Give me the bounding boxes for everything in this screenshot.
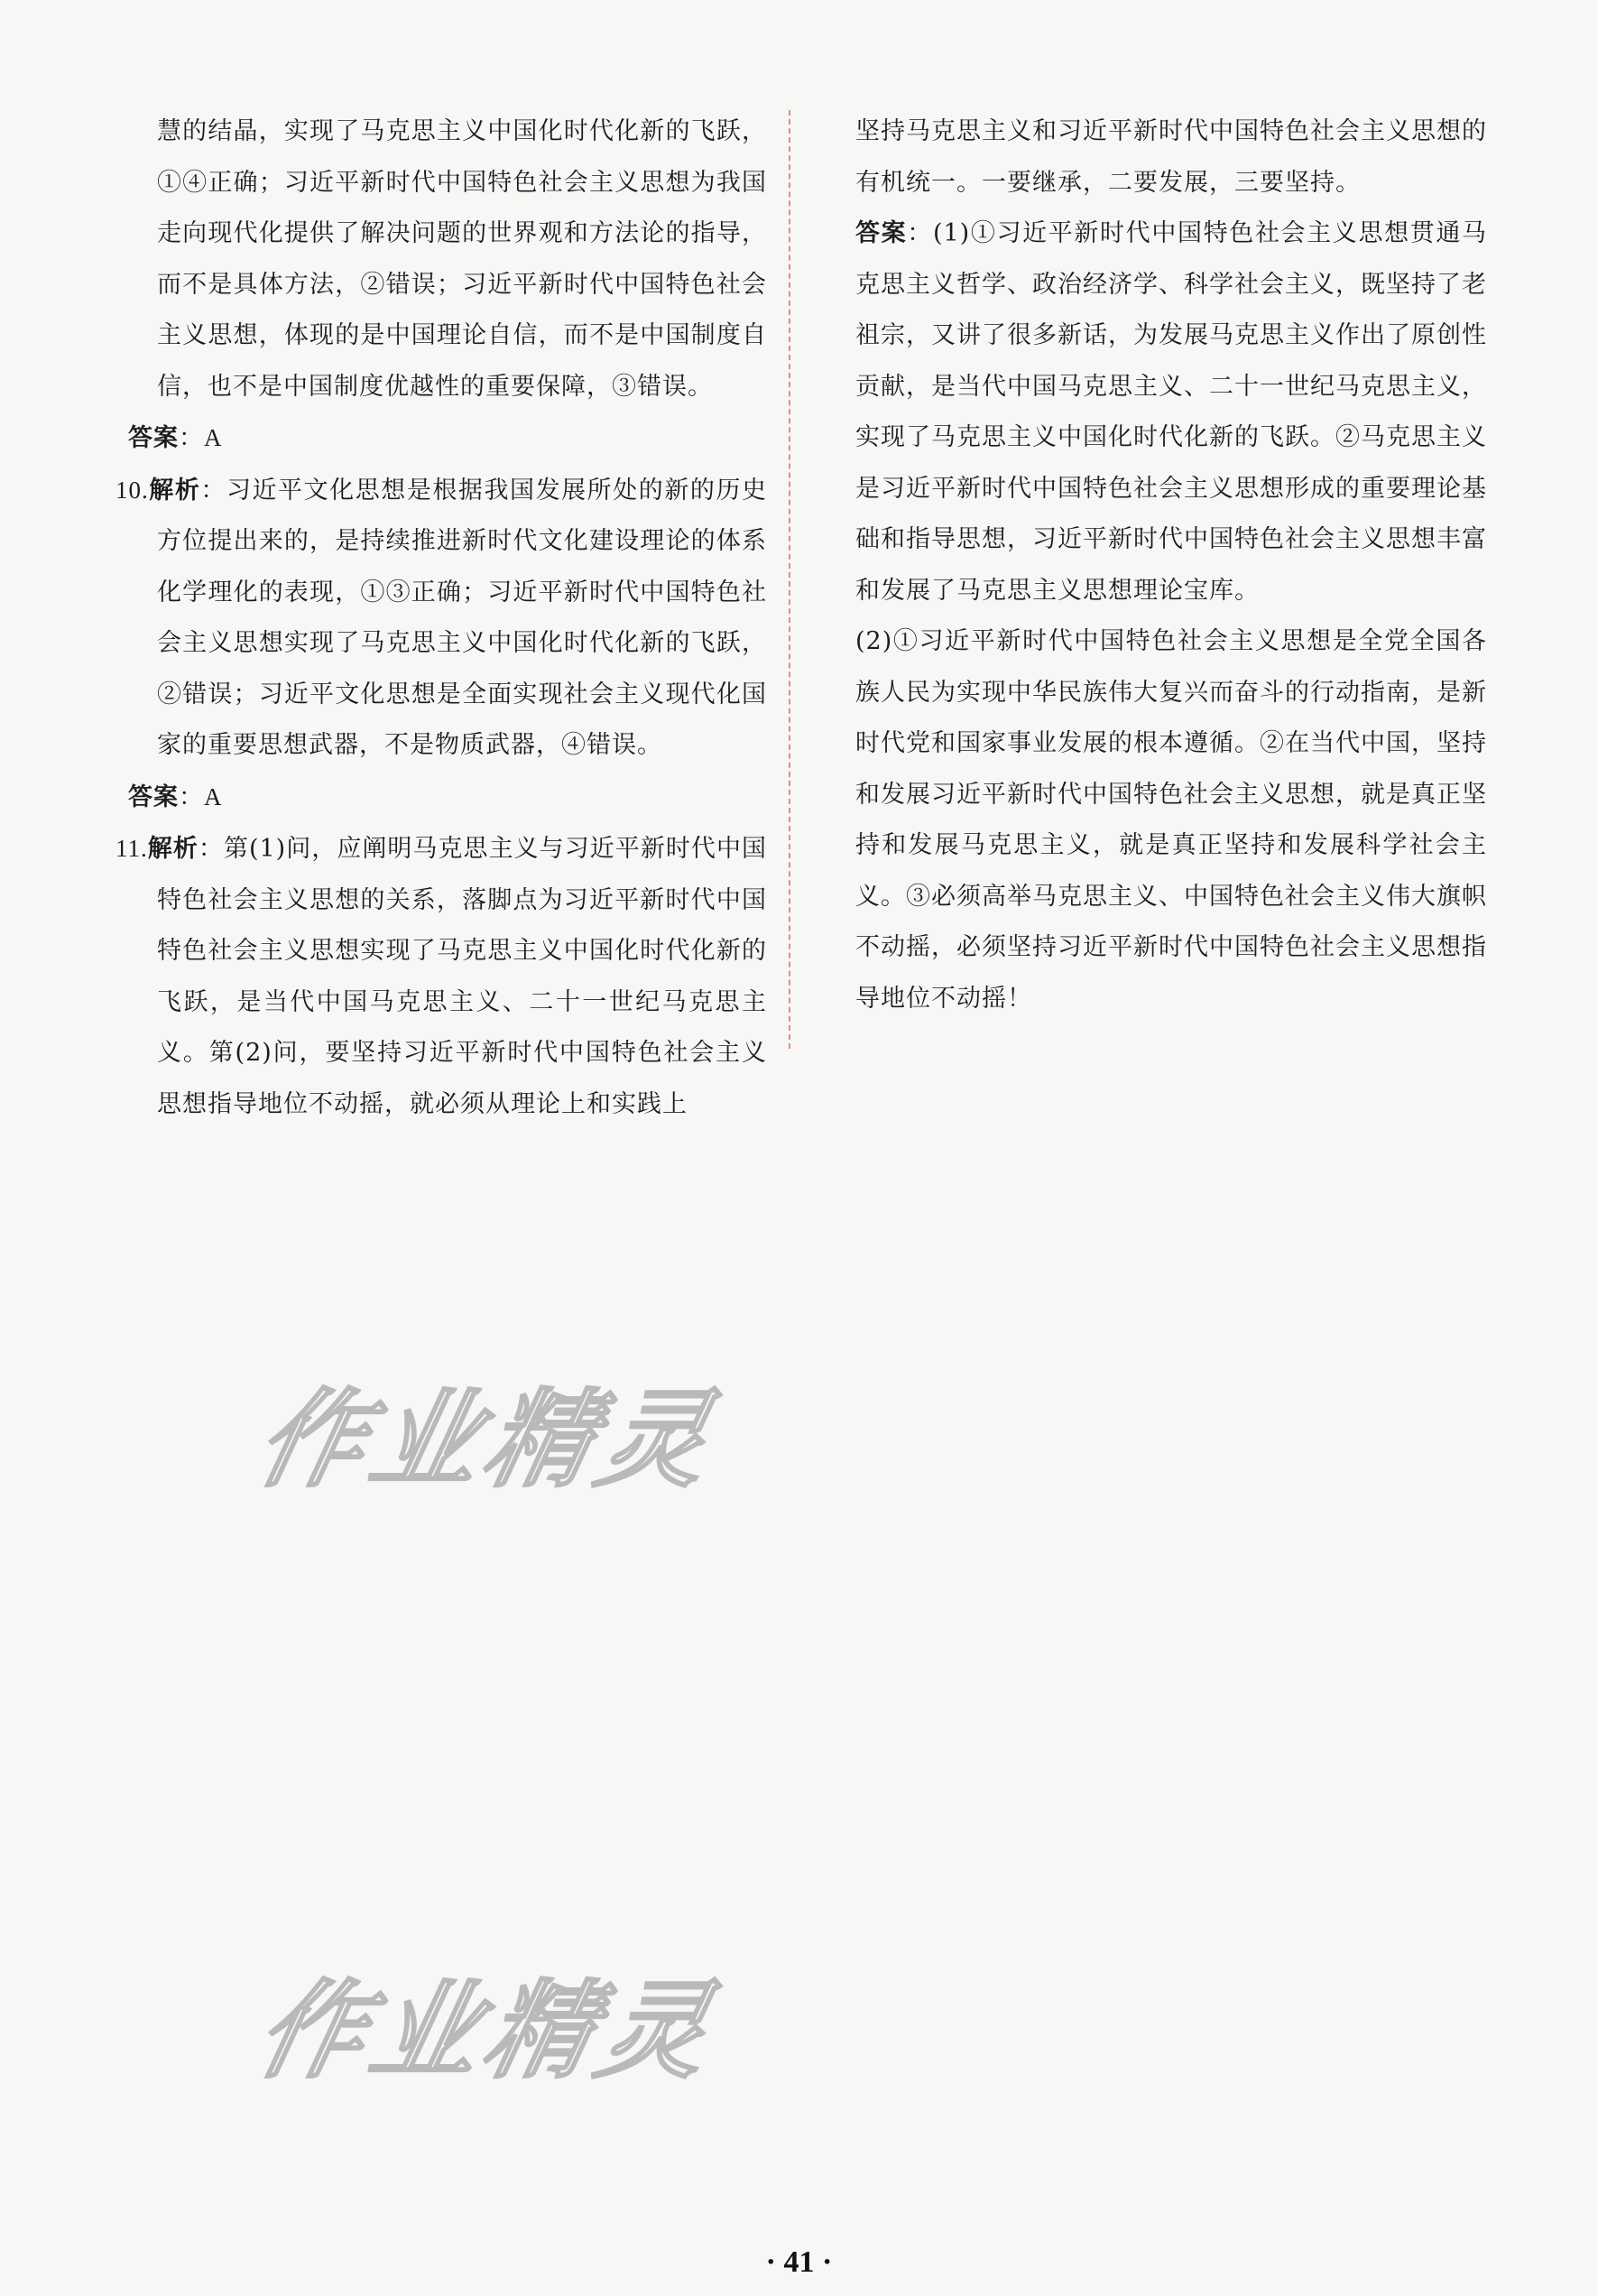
answer-text: ：(1)①习近平新时代中国特色社会主义思想贯通马克思主义哲学、政治经济学、科学社会主义，既坚持了老祖宗，又讲了很多新话，为发展马克思主义作出了原创性贡献，是当代中国马克思主义、二十一世纪马克思主义，实现了马克思主义中国化时代化新的飞跃。②马克思主义是习近平新时代中国特色社会主义思想形成的重要理论基础和指导思想，习近平新时代中国特色社会主义思想丰富和发展了马克思主义思想理论宝库。	[855, 219, 1488, 605]
q9-answer	[126, 412, 767, 465]
q10-answer	[126, 772, 767, 824]
watermark-logo: 作业精灵	[246, 1377, 728, 1502]
q11-analysis	[115, 823, 767, 1130]
q11-answer-part1	[855, 208, 1487, 616]
q11-answer-part2: (2)①习近平新时代中国特色社会主义思想是全党全国各族人民为实现中华民族伟大复兴而奋斗的行动指南，是新时代党和国家事业发展的根本遵循。②在当代中国，坚持和发展习近平新时代中国特色社会主义思想，就是真正坚持和发展马克思主义，就是真正坚持和发展科学社会主义。③必须高举马克思主义、中国特色社会主义伟大旗帜不动摇，必须坚持习近平新时代中国特色社会主义思想指导地位不动摇！	[855, 627, 1487, 1013]
watermark-logo: 作业精灵	[246, 1968, 728, 2093]
q10-analysis	[115, 465, 767, 772]
answer-label: 答案	[855, 219, 908, 247]
q11-analysis-continuation: 坚持马克思主义和习近平新时代中国特色社会主义思想的有机统一。一要继承，二要发展，三要坚持。	[855, 117, 1487, 197]
analysis-text: ：习近平文化思想是根据我国发展所处的新的历史方位提出来的，是持续推进新时代文化建设理论的体系化学理化的表现，①③正确；习近平新时代中国特色社会主义思想实现了马克思主义中国化时代化新的飞跃，②错误；习近平文化思想是全面实现社会主义现代化国家的重要思想武器，不是物质武器，④错误。	[157, 476, 767, 759]
column-divider	[789, 110, 790, 1049]
question-number: 10.	[115, 476, 149, 504]
page-number: · 41 ·	[765, 2245, 833, 2279]
analysis-text: ：第(1)问，应阐明马克思主义与习近平新时代中国特色社会主义思想的关系，落脚点为习近平新时代中国特色社会主义思想实现了马克思主义中国化时代化新的飞跃，是当代中国马克思主义、二十一世纪马克思主义。第(2)问，要坚持习近平新时代中国特色社会主义思想指导地位不动摇，就必须从理论上和实践上	[157, 835, 767, 1118]
answer-label: 答案	[128, 782, 179, 811]
left-column	[115, 106, 767, 1130]
question-number: 11.	[115, 835, 148, 862]
answer-value: ：A	[179, 424, 223, 451]
analysis-label: 解析	[147, 835, 199, 863]
answer-value: ：A	[179, 782, 223, 810]
q9-analysis-continuation: 慧的结晶，实现了马克思主义中国化时代化新的飞跃，①④正确；习近平新时代中国特色社会主义思想为我国走向现代化提供了解决问题的世界观和方法论的指导，而不是具体方法，②错误；习近平新时代中国特色社会主义思想，体现的是中国理论自信，而不是中国制度自信，也不是中国制度优越性的重要保障，③错误。	[157, 117, 767, 401]
analysis-label: 解析	[148, 476, 201, 505]
right-column	[855, 106, 1487, 1024]
answer-label: 答案	[128, 424, 179, 452]
